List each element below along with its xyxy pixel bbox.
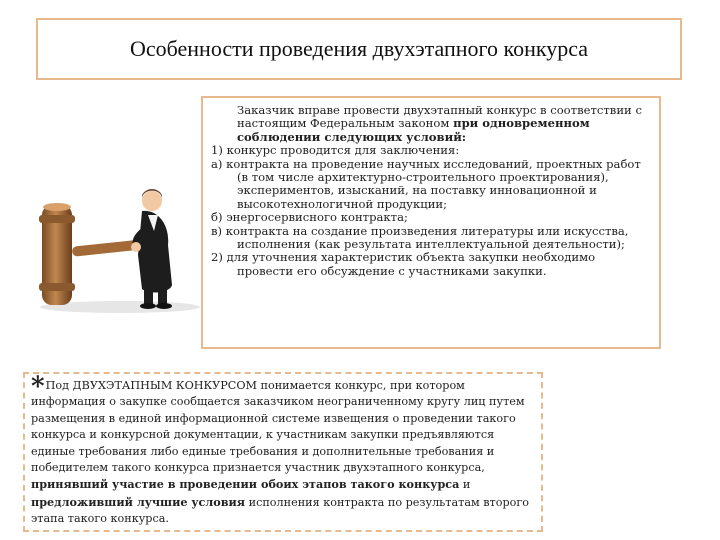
intro-paragraph [211, 104, 653, 144]
condition-item-2: 2) для уточнения характеристик объекта закупки необходимо провести его обсуждение с участниками закупки. [211, 250, 596, 278]
conditions-box [201, 96, 661, 349]
definition-tail: исполнения контракта по результатам второго этапа такого конкурса. [31, 495, 529, 526]
asterisk-mark: * [31, 372, 45, 402]
definition-lead: Под ДВУХЭТАПНЫМ КОНКУРСОМ понимается конкурс, при котором информация о закупке сообщается заказчиком неограниченному кругу лиц путем размещения в единой информационной системе извещения о проведении такого конкурса и конкурсной документации, к участникам закупки предъявляются единые требования либо единые требования и дополнительные требования и победителем такого конкурса признается участник двухэтапного конкурса, [31, 379, 525, 475]
judge-with-gavel-icon [30, 185, 205, 315]
title-box [36, 18, 682, 80]
gavel-head [39, 203, 75, 305]
definition-connector: и [459, 478, 471, 492]
definition-emphasis-2: предложивший лучшие условия [31, 494, 246, 509]
definition-note-box [23, 372, 543, 532]
intro-emphasis: при одновременном соблюдении следующих условий: [237, 116, 590, 144]
intro-text: Заказчик вправе провести двухэтапный конкурс в соответствии с настоящим Федеральным законом [237, 103, 642, 131]
condition-item-1: 1) конкурс проводится для заключения: [211, 143, 460, 158]
condition-item-1c: в) контракта на создание произведения литературы или искусства, исполнения (как результата интеллектуальной деятельности); [211, 223, 629, 252]
page-title: Особенности проведения двухэтапного конкурса [129, 36, 589, 61]
definition-paragraph [31, 372, 533, 528]
condition-item-1b: б) энергосервисного контракта; [211, 210, 408, 225]
judge-figure [131, 189, 172, 309]
condition-item-1a: а) контракта на проведение научных исследований, проектных работ (в том числе архитектурно-строительного проектирования), экспериментов, изысканий, на поставку инновационной и высокотехнологичной продукции; [211, 156, 641, 211]
definition-emphasis-1: принявший участие в проведении обоих этапов такого конкурса [31, 477, 460, 492]
